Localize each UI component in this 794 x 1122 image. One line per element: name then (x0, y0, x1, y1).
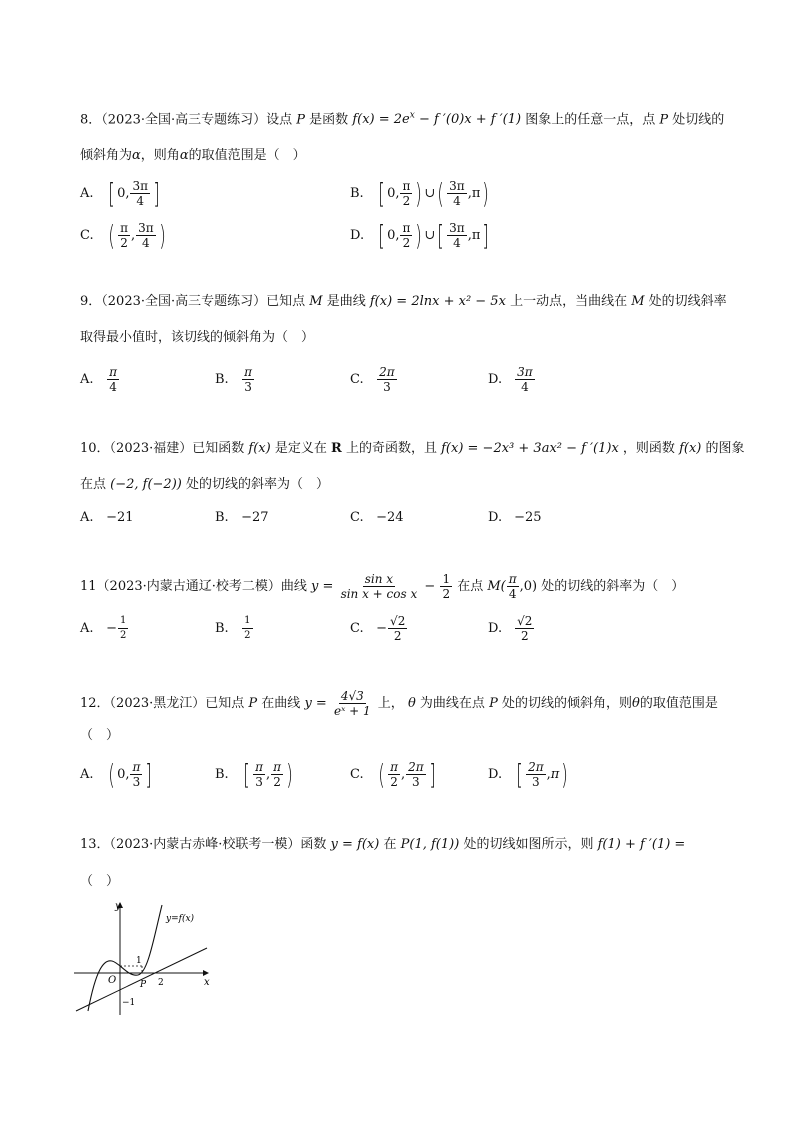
q12-point-p-2: P (489, 696, 498, 711)
q10-text-3: ，则函数 (622, 441, 675, 456)
q12-text-5: 的取值范围是 (639, 696, 718, 711)
option-label: A. (80, 372, 94, 387)
q12-text: 在曲线 (261, 696, 301, 711)
option-label: C. (350, 372, 364, 387)
q12-text-3: 为曲线在点 (419, 696, 485, 711)
q9-line2 (80, 328, 314, 348)
q11-m-tail: ,0) (519, 579, 538, 594)
q12-theta-2: θ (631, 696, 640, 711)
q11-minus: − (424, 579, 436, 594)
tick-label-neg1: −1 (122, 998, 136, 1008)
option-label: A. (80, 621, 94, 636)
q12-point-p: P (248, 696, 258, 711)
q13-text: 在 (383, 837, 397, 852)
q12-theta: θ (407, 696, 416, 711)
q12-text-4: 处的切线的倾斜角，则 (501, 696, 632, 711)
q11-text: 在点 (457, 579, 484, 594)
q8-text-6: 的取值范围是（ ） (188, 148, 306, 163)
q11-option-d[interactable] (488, 614, 535, 643)
point-p-label: P (140, 980, 147, 990)
option-value: $\frac{\pi}{3}$ (244, 365, 253, 394)
q12-fraction: $\frac{4√3}{\text{eˣ + 1}}$ (333, 689, 371, 718)
option-label: B. (215, 510, 229, 525)
q13-line1 (80, 835, 685, 855)
q8-option-d[interactable] (350, 218, 491, 252)
option-label: A. (80, 186, 94, 201)
option-value: [ 0, $\frac{3\pi}{4}$ ] (108, 176, 160, 210)
q13-point: P(1, f(1)) (400, 837, 460, 852)
option-label: A. (80, 510, 94, 525)
q9-point-m: M (309, 294, 323, 309)
option-label: D. (488, 510, 503, 525)
q12-text-2: 上， (377, 696, 404, 711)
option-label: C. (350, 510, 364, 525)
q10-text: 是定义在 (274, 441, 327, 456)
q13-expression: f(1) + f ′(1) = (597, 837, 686, 852)
option-label: D. (488, 372, 503, 387)
option-value: ( 0, $\frac{\pi}{3}$ ] (108, 757, 153, 791)
q13-text-2: 处的切线如图所示，则 (463, 837, 594, 852)
q8-point-p: P (296, 112, 306, 128)
option-value: $\frac{√2}{2}$ (390, 614, 406, 643)
q10-point: (−2, f(−2)) (110, 477, 182, 492)
q12-text-6: （ ） (80, 728, 120, 743)
tick-label-2: 2 (158, 978, 164, 988)
q9-option-a[interactable] (80, 365, 120, 394)
q8-alpha: α (132, 148, 141, 163)
option-value: [ 0, $\frac{\pi}{2}$ ) ∪ [ $\frac{3\pi}{4}$ ,π ] (378, 218, 490, 252)
option-sign: − (106, 621, 118, 636)
x-axis-label: x (204, 977, 210, 988)
option-label: C. (350, 621, 364, 636)
q12-source: 12．（2023·黑龙江）已知点 (80, 696, 245, 711)
option-label: D. (350, 228, 365, 243)
q8-option-b[interactable] (350, 176, 491, 210)
q12-line2 (80, 726, 119, 746)
q9-text-2: 上一动点，当曲线在 (510, 294, 628, 309)
option-value: $\frac{1}{2}$ (244, 615, 251, 641)
q10-line1 (80, 439, 745, 459)
option-value: −27 (241, 510, 269, 525)
q10-text-2: 上的奇函数，且 (345, 441, 437, 456)
q9-option-b[interactable] (215, 365, 255, 394)
q12-option-a[interactable] (80, 757, 154, 791)
q8-line1 (80, 106, 724, 130)
q12-line1 (80, 689, 718, 718)
q10-option-a[interactable] (80, 508, 134, 528)
q8-function: $f(x) = 2e^x - f$ ′(0)x + f ′(1) (352, 111, 522, 128)
curve-label: y=f(x) (166, 914, 195, 924)
q13-source: 13．（2023·内蒙古赤峰·校联考一模）函数 (80, 837, 327, 852)
option-label: B. (350, 186, 364, 201)
option-label: A. (80, 767, 94, 782)
option-label: B. (215, 767, 229, 782)
option-value: −25 (514, 510, 542, 525)
q11-option-b[interactable] (215, 614, 254, 643)
option-value: [ $\frac{\pi}{3}$ , $\frac{\pi}{2}$ ) (243, 757, 293, 791)
option-label: C. (350, 767, 364, 782)
q10-source: 10．（2023·福建）已知函数 (80, 441, 245, 456)
option-label: B. (215, 372, 229, 387)
q9-source: 9．（2023·全国·高三专题练习）已知点 (80, 294, 306, 309)
q11-half: $\frac{1}{2}$ (442, 572, 451, 601)
option-value: ( $\frac{\pi}{2}$ , $\frac{3\pi}{4}$ ) (108, 218, 166, 252)
q9-line1 (80, 292, 727, 312)
q9-point-m-2: M (631, 294, 645, 309)
q10-real-set: R (331, 441, 342, 456)
option-value: $\frac{1}{2}$ (120, 615, 127, 641)
option-label: D. (488, 767, 503, 782)
option-value: −24 (376, 510, 404, 525)
q13-function: y = f(x) (330, 837, 380, 852)
q11-option-c[interactable] (350, 614, 408, 643)
q9-text: 是曲线 (326, 294, 366, 309)
option-value: $\frac{2\pi}{3}$ (379, 365, 395, 394)
q9-function: f(x) = 2lnx + x² − 5x (369, 294, 506, 309)
q10-text-4: 的图象 (705, 441, 745, 456)
q10-text-6: 处的切线的斜率为（ ） (186, 477, 330, 492)
q8-source: 8．（2023·全国·高三专题练习）设点 (80, 112, 293, 128)
q9-option-d[interactable] (488, 365, 536, 394)
q11-main-fraction: $\frac{\text{sin x}}{\text{sin x + cos x}}$ (340, 572, 418, 601)
option-value: [ 0, $\frac{\pi}{2}$ ) ∪ ( $\frac{3\pi}{4}$ ,π ) (378, 176, 490, 210)
origin-label: O (108, 975, 117, 986)
q8-text: 是函数 (309, 112, 349, 128)
q10-option-b[interactable] (215, 508, 269, 528)
q8-alpha-2: α (179, 148, 189, 163)
y-axis-label: y (115, 901, 121, 912)
q10-option-d[interactable] (488, 508, 542, 528)
tick-label-1: 1 (136, 956, 142, 966)
q11-m-frac: $\frac{\pi}{4}$ (508, 572, 517, 601)
q8-text-5: ，则角 (140, 148, 180, 163)
option-sign: − (376, 621, 388, 636)
q10-option-c[interactable] (350, 508, 404, 528)
q8-option-c[interactable] (80, 218, 168, 252)
option-label: C. (80, 228, 94, 243)
q11-source: 11（2023·内蒙古通辽·校考二模）曲线 (80, 579, 307, 594)
q12-y-eq: y = (304, 696, 327, 711)
q11-option-a[interactable] (80, 614, 129, 643)
q8-text-3: 处切线的 (672, 112, 725, 128)
q11-point-m: M( (487, 579, 506, 594)
q13-line2 (80, 872, 119, 892)
q9-text-4: 取得最小值时，该切线的倾斜角为（ ） (80, 330, 315, 345)
q13-graph (70, 897, 215, 1019)
q8-text-4: 倾斜角为 (80, 148, 133, 163)
q11-text-2: 处的切线的斜率为（ ） (541, 579, 685, 594)
q10-line2 (80, 475, 329, 495)
option-value: $\frac{√2}{2}$ (517, 614, 533, 643)
option-value: ( $\frac{\pi}{2}$ , $\frac{2\pi}{3}$ ] (378, 757, 436, 791)
q8-line2 (80, 146, 306, 166)
q11-line1 (80, 572, 684, 601)
q13-text-3: （ ） (80, 874, 120, 889)
q12-option-b[interactable] (215, 757, 295, 791)
q8-option-a[interactable] (80, 176, 162, 210)
option-value: [ $\frac{2\pi}{3}$ , π ) (516, 757, 569, 791)
q10-fx: f(x) (248, 441, 271, 456)
option-label: D. (488, 621, 503, 636)
curve (88, 905, 162, 1011)
q8-text-2: 图象上的任意一点，点 (525, 112, 656, 128)
q12-option-c[interactable] (350, 757, 438, 791)
q10-fx-2: f(x) (679, 441, 702, 456)
q8-point-p-2: P (659, 112, 669, 128)
option-value: $\frac{\pi}{4}$ (109, 365, 118, 394)
option-value: −21 (106, 510, 134, 525)
option-value: $\frac{3\pi}{4}$ (517, 365, 533, 394)
q9-text-3: 处的切线斜率 (648, 294, 727, 309)
q9-option-c[interactable] (350, 365, 398, 394)
q10-function: f(x) = −2x³ + 3ax² − f ′(1)x (441, 441, 619, 456)
q10-text-5: 在点 (80, 477, 107, 492)
q11-y-eq: y = (311, 579, 334, 594)
option-label: B. (215, 621, 229, 636)
q12-option-d[interactable] (488, 757, 570, 791)
